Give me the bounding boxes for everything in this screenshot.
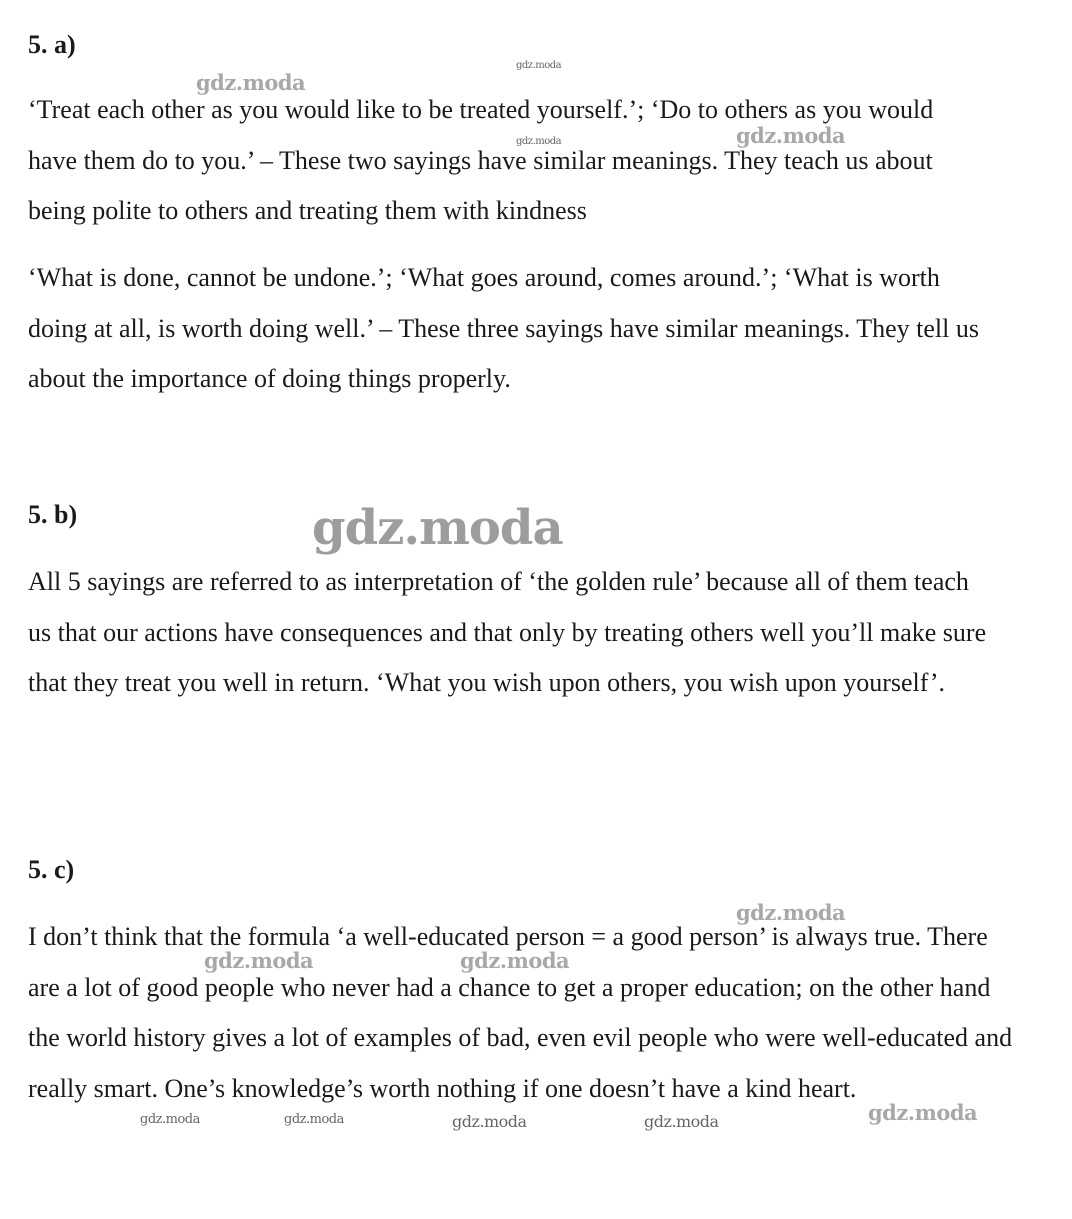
section-heading-5b: 5. b) — [28, 500, 78, 529]
paragraph-5b-1: All 5 sayings are referred to as interpretation of ‘the golden rule’ because all of them teach us that our actions have consequences and that only by treating others well you’ll make sure that they treat you well in return. ‘What you wish upon others, you wish upon yourself’. — [28, 567, 987, 697]
watermark: gdz.moda — [284, 1112, 344, 1127]
paragraph-5a-1: ‘Treat each other as you would like to be treated yourself.’; ‘Do to others as you would have them do to you.’ – These two sayings have similar meanings. They teach us about being polite to others and treating them with kindness — [28, 95, 934, 225]
watermark: gdz.moda — [196, 70, 306, 95]
watermark: gdz.moda — [868, 1100, 978, 1125]
section-heading-5a: 5. a) — [28, 30, 76, 59]
watermark: gdz.moda — [312, 500, 563, 556]
paragraph-5a-2: ‘What is done, cannot be undone.’; ‘What goes around, comes around.’; ‘What is worth doing at all, is worth doing well.’ – These three sayings have similar meanings. They tell us about the importance of doing things properly. — [28, 263, 979, 393]
watermark: gdz.moda — [452, 1112, 527, 1131]
watermark: gdz.moda — [516, 60, 562, 71]
paragraph-5c-1: I don’t think that the formula ‘a well-educated person = a good person’ is always true. There are a lot of good people who never had a chance to get a proper education; on the other hand the world history gives a lot of examples of bad, even evil people who were well-educated and really smart. One’s knowledge’s worth nothing if one doesn’t have a kind heart. — [28, 922, 1013, 1103]
watermark: gdz.moda — [736, 900, 846, 925]
watermark: gdz.moda — [460, 948, 570, 973]
watermark: gdz.moda — [516, 136, 562, 147]
watermark: gdz.moda — [140, 1112, 200, 1127]
watermark: gdz.moda — [204, 948, 314, 973]
section-heading-5c: 5. c) — [28, 855, 75, 884]
watermark: gdz.moda — [644, 1112, 719, 1131]
watermark: gdz.moda — [736, 123, 846, 148]
